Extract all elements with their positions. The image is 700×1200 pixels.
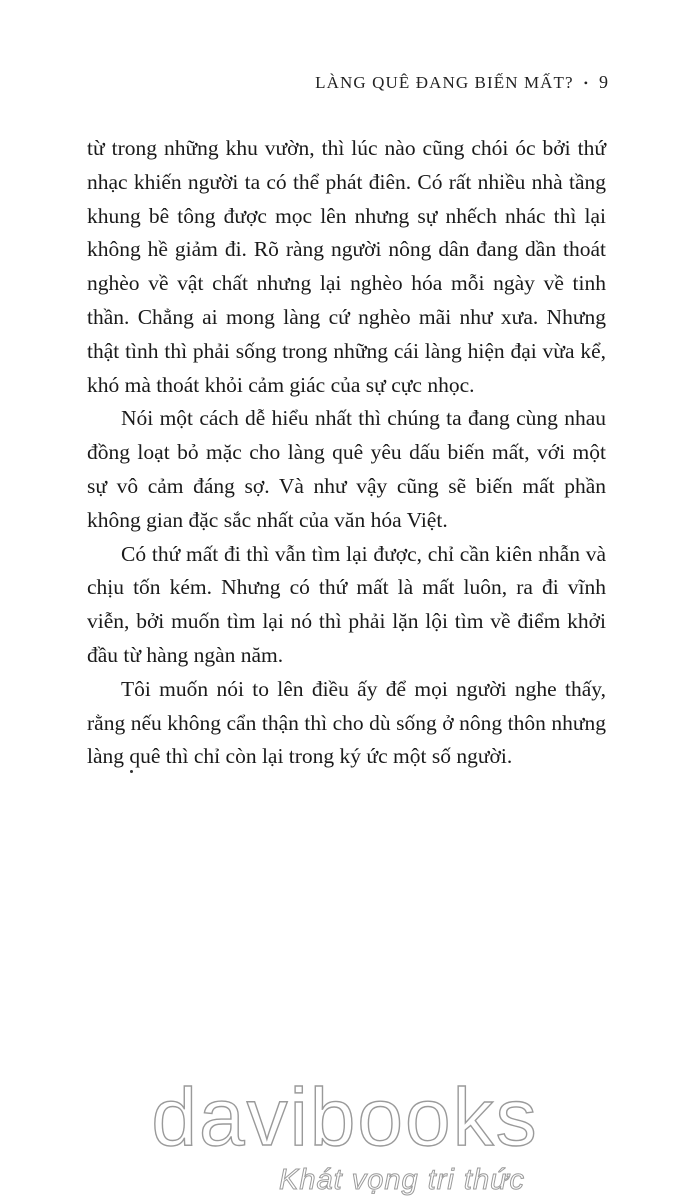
body-text bbox=[87, 132, 606, 774]
page-number: 9 bbox=[599, 72, 608, 92]
watermark-brand: davibooks bbox=[151, 1085, 539, 1163]
publisher-watermark bbox=[0, 1085, 700, 1200]
print-speck bbox=[130, 770, 133, 773]
chapter-title: LÀNG QUÊ ĐANG BIẾN MẤT? bbox=[315, 72, 574, 92]
paragraph: Tôi muốn nói to lên điều ấy để mọi người nghe thấy, rằng nếu không cẩn thận thì cho dù sống ở nông thôn nhưng làng quê thì chỉ còn lại trong ký ức một số người. bbox=[87, 676, 606, 769]
running-header bbox=[315, 72, 608, 93]
watermark-logo bbox=[0, 1085, 700, 1200]
paragraph: Nói một cách dễ hiểu nhất thì chúng ta đang cùng nhau đồng loạt bỏ mặc cho làng quê yêu dấu biến mất, với một sự vô cảm đáng sợ. Và như vậy cũng sẽ biến mất phần không gian đặc sắc nhất của văn hóa Việt. bbox=[87, 406, 606, 532]
paragraph: Có thứ mất đi thì vẫn tìm lại được, chỉ cần kiên nhẫn và chịu tốn kém. Nhưng có thứ mất là mất luôn, ra đi vĩnh viễn, bởi muốn tìm lại nó thì phải lặn lội tìm về điểm khởi đầu từ hàng ngàn năm. bbox=[87, 541, 606, 667]
paragraph-continued: từ trong những khu vườn, thì lúc nào cũng chói óc bởi thứ nhạc khiến người ta có thể phát điên. Có rất nhiều nhà tầng khung bê tông được mọc lên nhưng sự nhếch nhác thì lại không hề giảm đi. Rõ ràng người nông dân đang dần thoát nghèo về vật chất nhưng lại nghèo hóa mỗi ngày về tinh thần. Chẳng ai mong làng cứ nghèo mãi như xưa. Nhưng thật tình thì phải sống trong những cái làng hiện đại vừa kể, khó mà thoát khỏi cảm giác của sự cực nhọc. bbox=[87, 136, 606, 397]
watermark-tagline: Khát vọng tri thức bbox=[279, 1164, 525, 1196]
header-separator-bullet: • bbox=[583, 76, 589, 90]
